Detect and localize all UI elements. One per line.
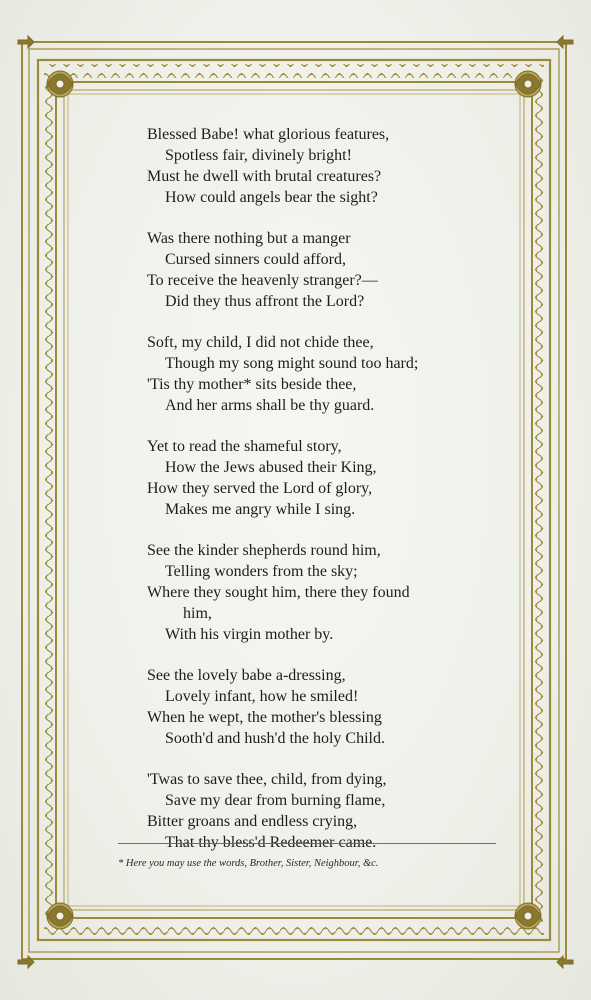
poem-line: Did they thus affront the Lord? [165,293,365,310]
poem-line: How they served the Lord of glory, [147,480,373,497]
poem-line: Telling wonders from the sky; [165,563,358,580]
poem-line: 'Twas to save thee, child, from dying, [147,771,387,788]
poem-line: And her arms shall be thy guard. [165,397,375,414]
poem-line: Lovely infant, how he smiled! [165,688,359,705]
poem-line: How the Jews abused their King, [165,459,377,476]
footnote: * Here you may use the words, Brother, Sister, Neighbour, &c. [118,858,379,869]
poem-line: Makes me angry while I sing. [165,501,356,518]
stanza-7 [147,769,507,853]
poem-line: Sooth'd and hush'd the holy Child. [165,730,385,747]
poem-line: How could angels bear the sight? [165,189,378,206]
poem-line: Soft, my child, I did not chide thee, [147,334,374,351]
poem-line: To receive the heavenly stranger?— [147,272,378,289]
stanza-5 [147,540,507,645]
poem [147,124,507,873]
poem-line: See the lovely babe a-dressing, [147,667,346,684]
poem-line: See the kinder shepherds round him, [147,542,381,559]
poem-line: Bitter groans and endless crying, [147,813,358,830]
poem-line: Save my dear from burning flame, [165,792,386,809]
poem-line: When he wept, the mother's blessing [147,709,382,726]
poem-line: Cursed sinners could afford, [165,251,346,268]
poem-line: Spotless fair, divinely bright! [165,147,352,164]
poem-line: Yet to read the shameful story, [147,438,342,455]
footnote-divider [118,843,496,844]
poem-line: Though my song might sound too hard; [165,355,419,372]
stanza-3 [147,332,507,416]
stanza-4 [147,436,507,520]
poem-line: him, [183,605,212,622]
stanza-1 [147,124,507,208]
stanza-6 [147,665,507,749]
poem-line: Blessed Babe! what glorious features, [147,126,390,143]
poem-line: Must he dwell with brutal creatures? [147,168,382,185]
poem-line: Was there nothing but a manger [147,230,351,247]
poem-line: Where they sought him, there they found [147,584,410,601]
poem-line: 'Tis thy mother* sits beside thee, [147,376,357,393]
stanza-2 [147,228,507,312]
poem-line: That thy bless'd Redeemer came. [165,834,377,851]
poem-line: With his virgin mother by. [165,626,334,643]
